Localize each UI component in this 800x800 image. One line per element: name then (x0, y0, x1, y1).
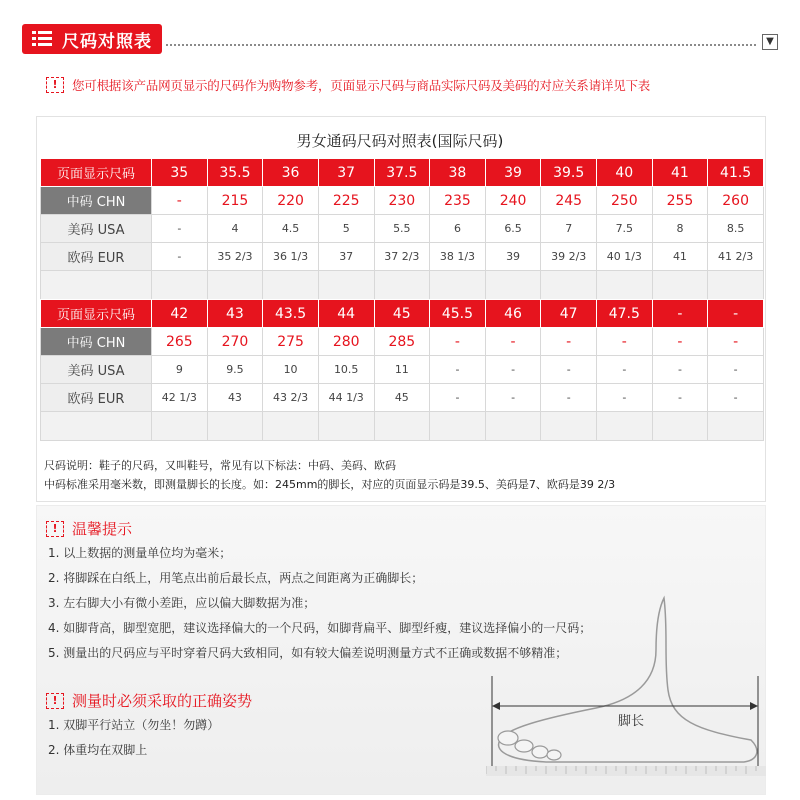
notice-text: 您可根据该产品网页显示的尺码作为购物参考，页面显示尺码与商品实际尺码及美码的对应关系请详见下表 (72, 78, 651, 93)
table-cell: - (541, 356, 597, 384)
toe (498, 731, 518, 745)
table-cell: - (485, 384, 541, 412)
table-cell: - (152, 243, 208, 271)
table-row-chn (41, 328, 764, 356)
table-cell: 47.5 (597, 300, 653, 328)
posture-title: 测量时必须采取的正确姿势 (72, 692, 253, 710)
arrow-right (750, 702, 758, 710)
table-cell: 46 (485, 300, 541, 328)
table-cell: 37 2/3 (374, 243, 430, 271)
table-cell: 4 (207, 215, 263, 243)
table-cell: 245 (541, 187, 597, 215)
table-cell: 4.5 (263, 215, 319, 243)
table-cell: - (152, 187, 208, 215)
table-cell: 6 (430, 215, 486, 243)
dotted-divider (166, 44, 756, 46)
tip-item: 1. 以上数据的测量单位均为毫米； (48, 546, 232, 560)
table-cell: 8.5 (708, 215, 764, 243)
table-cell: 42 (152, 300, 208, 328)
table-cell: 5.5 (374, 215, 430, 243)
table-cell: - (485, 328, 541, 356)
exclamation-icon: ! (46, 77, 64, 93)
table-cell: 39 2/3 (541, 243, 597, 271)
table-cell: 230 (374, 187, 430, 215)
list-icon (32, 31, 54, 47)
table-cell: 37 (318, 159, 374, 187)
header-tag (22, 24, 162, 54)
tip-item: 5. 测量出的尺码应与平时穿着尺码大致相同，如有较大偏差说明测量方式不正确或数据不够精准； (48, 646, 568, 660)
table-cell: - (597, 384, 653, 412)
table-cell: - (652, 356, 708, 384)
size-table-1 (40, 158, 764, 300)
table-cell: 39.5 (541, 159, 597, 187)
table-cell: 260 (708, 187, 764, 215)
table-cell: - (430, 328, 486, 356)
table-cell: 7.5 (597, 215, 653, 243)
table-cell: - (708, 356, 764, 384)
table-cell: 47 (541, 300, 597, 328)
table-cell: 220 (263, 187, 319, 215)
tip-item: 3. 左右脚大小有微小差距，应以偏大脚数据为准； (48, 596, 316, 610)
row-label: 欧码 EUR (41, 384, 152, 412)
table-cell: 240 (485, 187, 541, 215)
toe (547, 750, 561, 760)
table-cell: 44 1/3 (318, 384, 374, 412)
table-cell: 40 1/3 (597, 243, 653, 271)
table-cell: 8 (652, 215, 708, 243)
table-cell: - (597, 356, 653, 384)
table-cell: - (708, 328, 764, 356)
table-cell: - (597, 328, 653, 356)
row-label: 中码 CHN (41, 328, 152, 356)
posture-item: 1. 双脚平行站立（勿坐！勿蹲） (48, 718, 220, 732)
table-row-display (41, 300, 764, 328)
table-cell: - (541, 384, 597, 412)
toe (532, 746, 548, 758)
table-cell: 41.5 (708, 159, 764, 187)
exclamation-icon: ! (46, 693, 64, 709)
table-cell: 43.5 (263, 300, 319, 328)
size-explanation-2: 中码标准采用毫米数，即测量脚长的长度。如：245mm的脚长，对应的页面显示码是39.5、美码是7、欧码是39 2/3 (44, 478, 616, 491)
posture-item: 2. 体重均在双脚上 (48, 743, 148, 757)
table-row-display (41, 159, 764, 187)
row-label: 中码 CHN (41, 187, 152, 215)
table-cell: 38 1/3 (430, 243, 486, 271)
table-cell: 11 (374, 356, 430, 384)
table-cell: - (152, 215, 208, 243)
table-cell: 10.5 (318, 356, 374, 384)
notice (46, 76, 650, 94)
section-header (22, 24, 782, 58)
table-cell: 250 (597, 187, 653, 215)
tips-heading (46, 518, 132, 539)
table-cell: 7 (541, 215, 597, 243)
size-table-2 (40, 299, 764, 441)
size-explanation-1: 尺码说明：鞋子的尺码，又叫鞋号，常见有以下标法：中码、美码、欧码 (44, 459, 396, 472)
row-label: 页面显示尺码 (41, 300, 152, 328)
table-cell: 235 (430, 187, 486, 215)
row-label: 美码 USA (41, 215, 152, 243)
table-cell: 255 (652, 187, 708, 215)
table-cell: 38 (430, 159, 486, 187)
table-cell: 43 2/3 (263, 384, 319, 412)
chevron-down-icon[interactable]: ▼ (762, 34, 778, 50)
table-cell: 10 (263, 356, 319, 384)
table-cell: - (430, 356, 486, 384)
table-cell: - (652, 300, 708, 328)
row-label: 欧码 EUR (41, 243, 152, 271)
table-cell: - (652, 384, 708, 412)
posture-heading (46, 690, 252, 711)
table-cell: 41 (652, 243, 708, 271)
table-cell: 37.5 (374, 159, 430, 187)
table-cell: - (708, 384, 764, 412)
table-cell: 45 (374, 384, 430, 412)
table-cell: 9 (152, 356, 208, 384)
table-cell: 36 (263, 159, 319, 187)
table-row-empty (41, 271, 764, 300)
tip-item: 4. 如脚背高，脚型宽肥，建议选择偏大的一个尺码，如脚背扁平、脚型纤瘦，建议选择偏小的一尺码； (48, 621, 592, 635)
table-row-usa (41, 215, 764, 243)
table-cell: 36 1/3 (263, 243, 319, 271)
table-cell: 41 2/3 (708, 243, 764, 271)
chart-title: 男女通码尺码对照表(国际尺码) (296, 132, 504, 150)
table-cell: 41 (652, 159, 708, 187)
table-cell: 39 (485, 243, 541, 271)
tips-title: 温馨提示 (72, 520, 133, 538)
table-cell: 270 (207, 328, 263, 356)
table-cell: 42 1/3 (152, 384, 208, 412)
table-cell: 35.5 (207, 159, 263, 187)
table-cell: 44 (318, 300, 374, 328)
table-cell: 225 (318, 187, 374, 215)
foot-length-label: 脚长 (618, 714, 645, 729)
toe (515, 740, 533, 752)
table-cell: 9.5 (207, 356, 263, 384)
row-label: 页面显示尺码 (41, 159, 152, 187)
table-cell: 40 (597, 159, 653, 187)
table-cell: 265 (152, 328, 208, 356)
tip-item: 2. 将脚踩在白纸上，用笔点出前后最长点，两点之间距离为正确脚长； (48, 571, 424, 585)
arrow-left (492, 702, 500, 710)
table-row-eur (41, 384, 764, 412)
table-cell: 37 (318, 243, 374, 271)
table-cell: - (541, 328, 597, 356)
table-cell: 35 (152, 159, 208, 187)
table-row-eur (41, 243, 764, 271)
table-cell: 275 (263, 328, 319, 356)
table-cell: 280 (318, 328, 374, 356)
table-cell: - (430, 384, 486, 412)
table-cell: 215 (207, 187, 263, 215)
table-cell: - (708, 300, 764, 328)
table-row-empty (41, 412, 764, 441)
page-title: 尺码对照表 (62, 31, 152, 52)
table-cell: 45 (374, 300, 430, 328)
exclamation-icon: ! (46, 521, 64, 537)
table-cell: 6.5 (485, 215, 541, 243)
table-cell: 5 (318, 215, 374, 243)
table-row-usa (41, 356, 764, 384)
table-cell: 43 (207, 384, 263, 412)
table-cell: 39 (485, 159, 541, 187)
table-cell: - (652, 328, 708, 356)
table-cell: 35 2/3 (207, 243, 263, 271)
table-cell: 45.5 (430, 300, 486, 328)
table-cell: - (485, 356, 541, 384)
table-row-chn (41, 187, 764, 215)
table-cell: 43 (207, 300, 263, 328)
row-label: 美码 USA (41, 356, 152, 384)
table-cell: 285 (374, 328, 430, 356)
